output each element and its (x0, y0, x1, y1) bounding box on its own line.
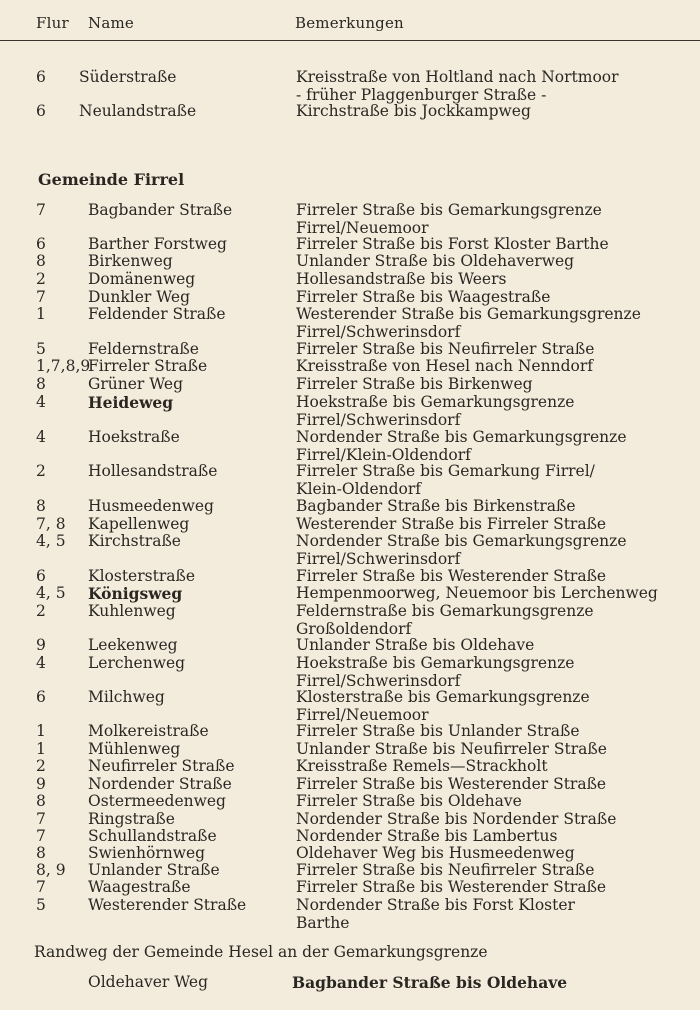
remark-line: Hoekstraße bis Gemarkungsgrenze (296, 393, 575, 411)
street-remark (296, 498, 696, 516)
remark-line: Firrel/Schwerinsdorf (296, 549, 461, 568)
street-remark (296, 655, 696, 690)
flur-number: 6 (36, 102, 46, 120)
street-remark (296, 776, 696, 794)
flur-number: 4 (36, 393, 46, 411)
street-name: Mühlenweg (88, 740, 181, 758)
street-name: Swienhörnweg (88, 844, 206, 862)
street-name: Unlander Straße (88, 861, 220, 879)
remark-line: Westerender Straße bis Firreler Straße (296, 515, 607, 533)
remark-line: Nordender Straße bis Nordender Straße (296, 810, 617, 828)
street-remark (296, 516, 696, 534)
street-remark (296, 758, 696, 776)
street-remark (296, 603, 696, 638)
remark-line: Unlander Straße bis Oldehaverweg (296, 252, 575, 270)
street-name: Neulandstraße (79, 102, 197, 120)
street-remark (296, 897, 696, 932)
street-remark (296, 103, 696, 121)
flur-number: 7 (36, 827, 46, 845)
remark-line: Westerender Straße bis Gemarkungsgrenze (296, 305, 641, 323)
column-header-name: Name (88, 14, 134, 32)
flur-number: 8 (36, 252, 46, 270)
street-remark (296, 376, 696, 394)
street-name: Dunkler Weg (88, 288, 191, 306)
column-header-flur: Flur (36, 14, 69, 32)
street-remark (296, 289, 696, 307)
remark-line: Firreler Straße bis Neufirreler Straße (296, 861, 595, 879)
street-name: Feldernstraße (88, 340, 199, 358)
street-name: Hoekstraße (88, 428, 180, 446)
street-remark (296, 394, 696, 429)
remark-line: Oldehaver Weg bis Husmeedenweg (296, 844, 575, 862)
remark-line: Kreisstraße von Holtland nach Nortmoor (296, 68, 619, 86)
flur-number: 8 (36, 792, 46, 810)
street-name: Birkenweg (88, 252, 173, 270)
flur-number: 8 (36, 497, 46, 515)
street-name: Husmeedenweg (88, 497, 214, 515)
street-name: Heideweg (88, 393, 174, 412)
remark-line: Kreisstraße von Hesel nach Nenndorf (296, 357, 593, 375)
street-remark (296, 358, 696, 376)
remark-line: Firreler Straße bis Unlander Straße (296, 722, 580, 740)
street-name: Molkereistraße (88, 722, 209, 740)
street-remark (296, 828, 696, 846)
remark-line: Firrel/Schwerinsdorf (296, 671, 461, 690)
street-remark (296, 341, 696, 359)
remark-line: Unlander Straße bis Oldehave (296, 636, 535, 654)
remark-line: Firreler Straße bis Westerender Straße (296, 878, 607, 896)
flur-number: 7 (36, 288, 46, 306)
street-name: Barther Forstweg (88, 235, 227, 253)
street-remark (296, 253, 696, 271)
remark-line: Firreler Straße bis Forst Kloster Barthe (296, 235, 609, 253)
flur-number: 2 (36, 462, 46, 480)
street-remark (296, 429, 696, 464)
flur-number: 6 (36, 567, 46, 585)
flur-number: 5 (36, 340, 46, 358)
flur-number: 1 (36, 305, 46, 323)
flur-number: 2 (36, 757, 46, 775)
street-remark (296, 69, 696, 104)
remark-line: Hempenmoorweg, Neuemoor bis Lerchenweg (296, 584, 658, 602)
flur-number: 9 (36, 775, 46, 793)
remark-line: Firreler Straße bis Gemarkungsgrenze (296, 201, 602, 219)
street-remark (296, 585, 696, 603)
flur-number: 9 (36, 636, 46, 654)
flur-number: 6 (36, 688, 46, 706)
remark-line: Nordender Straße bis Gemarkungsgrenze (296, 428, 627, 446)
flur-number: 1,7,8,9 (36, 357, 91, 375)
street-remark (296, 568, 696, 586)
section-title: Gemeinde Firrel (38, 170, 185, 189)
street-name: Grüner Weg (88, 375, 184, 393)
remark-line: Firreler Straße bis Westerender Straße (296, 567, 607, 585)
flur-number: 4, 5 (36, 584, 66, 602)
street-remark (296, 463, 696, 498)
flur-number: 7 (36, 810, 46, 828)
street-remark (296, 811, 696, 829)
remark-line: Kreisstraße Remels—Strackholt (296, 757, 548, 775)
street-name: Bagbander Straße (88, 201, 233, 219)
flur-number: 7, 8 (36, 515, 66, 533)
street-name: Lerchenweg (88, 654, 186, 672)
street-remark (296, 723, 696, 741)
flur-number: 4 (36, 428, 46, 446)
flur-number: 8 (36, 844, 46, 862)
street-remark (296, 741, 696, 759)
remark-line: Barthe (296, 913, 350, 932)
randweg-note: Randweg der Gemeinde Hesel an der Gemarkungsgrenze (34, 943, 488, 961)
street-name: Hollesandstraße (88, 462, 218, 480)
street-remark (296, 793, 696, 811)
flur-number: 4 (36, 654, 46, 672)
remark-line: Firrel/Schwerinsdorf (296, 322, 461, 341)
remark-line: Klein-Oldendorf (296, 479, 422, 498)
street-name: Westerender Straße (88, 896, 247, 914)
remark-line: Hollesandstraße bis Weers (296, 270, 507, 288)
street-name: Kapellenweg (88, 515, 190, 533)
flur-number: 1 (36, 722, 46, 740)
flur-number: 6 (36, 235, 46, 253)
street-name: Königsweg (88, 584, 183, 603)
street-name: Feldender Straße (88, 305, 226, 323)
remark-line: Firrel/Klein-Oldendorf (296, 445, 471, 464)
street-remark (296, 236, 696, 254)
remark-line: Klosterstraße bis Gemarkungsgrenze (296, 688, 590, 706)
remark-line: Firrel/Neuemoor (296, 218, 429, 237)
remark-line: Nordender Straße bis Lambertus (296, 827, 558, 845)
street-name: Nordender Straße (88, 775, 232, 793)
street-name: Kirchstraße (88, 532, 181, 550)
street-name: Klosterstraße (88, 567, 195, 585)
street-name: Süderstraße (79, 68, 177, 86)
street-remark (296, 271, 696, 289)
table-header (0, 0, 700, 41)
flur-number: 8, 9 (36, 861, 66, 879)
street-name: Schullandstraße (88, 827, 217, 845)
remark-line: - früher Plaggenburger Straße - (296, 85, 547, 104)
remark-line: Nordender Straße bis Gemarkungsgrenze (296, 532, 627, 550)
street-remark (296, 533, 696, 568)
remark-line: Firrel/Neuemoor (296, 705, 429, 724)
street-name: Firreler Straße (88, 357, 208, 375)
street-name: Ringstraße (88, 810, 175, 828)
remark-line: Firreler Straße bis Birkenweg (296, 375, 533, 393)
flur-number: 7 (36, 201, 46, 219)
street-remark (296, 845, 696, 863)
street-remark (296, 879, 696, 897)
street-remark: Bagbander Straße bis Oldehave (292, 973, 568, 992)
flur-number: 8 (36, 375, 46, 393)
street-remark (296, 689, 696, 724)
street-name: Ostermeedenweg (88, 792, 226, 810)
street-name: Leekenweg (88, 636, 178, 654)
flur-number: 7 (36, 878, 46, 896)
flur-number: 5 (36, 896, 46, 914)
flur-number: 2 (36, 602, 46, 620)
street-remark (296, 862, 696, 880)
remark-line: Nordender Straße bis Forst Kloster (296, 896, 575, 914)
flur-number: 1 (36, 740, 46, 758)
street-remark (296, 637, 696, 655)
remark-line: Bagbander Straße bis Birkenstraße (296, 497, 576, 515)
street-remark (296, 202, 696, 237)
flur-number: 6 (36, 68, 46, 86)
remark-line: Feldernstraße bis Gemarkungsgrenze (296, 602, 594, 620)
remark-line: Firreler Straße bis Neufirreler Straße (296, 340, 595, 358)
column-header-bemerkungen: Bemerkungen (295, 14, 404, 32)
street-name: Kuhlenweg (88, 602, 176, 620)
remark-line: Unlander Straße bis Neufirreler Straße (296, 740, 607, 758)
street-remark (296, 306, 696, 341)
street-name: Waagestraße (88, 878, 191, 896)
remark-line: Hoekstraße bis Gemarkungsgrenze (296, 654, 575, 672)
street-name: Domänenweg (88, 270, 196, 288)
remark-line: Firrel/Schwerinsdorf (296, 410, 461, 429)
flur-number: 2 (36, 270, 46, 288)
remark-line: Kirchstraße bis Jockkampweg (296, 102, 531, 120)
remark-line: Großoldendorf (296, 619, 412, 638)
street-name: Oldehaver Weg (88, 973, 209, 991)
flur-number: 4, 5 (36, 532, 66, 550)
remark-line: Firreler Straße bis Westerender Straße (296, 775, 607, 793)
remark-line: Firreler Straße bis Gemarkung Firrel/ (296, 462, 595, 480)
remark-line: Firreler Straße bis Oldehave (296, 792, 522, 810)
remark-line: Firreler Straße bis Waagestraße (296, 288, 551, 306)
street-name: Milchweg (88, 688, 165, 706)
street-name: Neufirreler Straße (88, 757, 235, 775)
